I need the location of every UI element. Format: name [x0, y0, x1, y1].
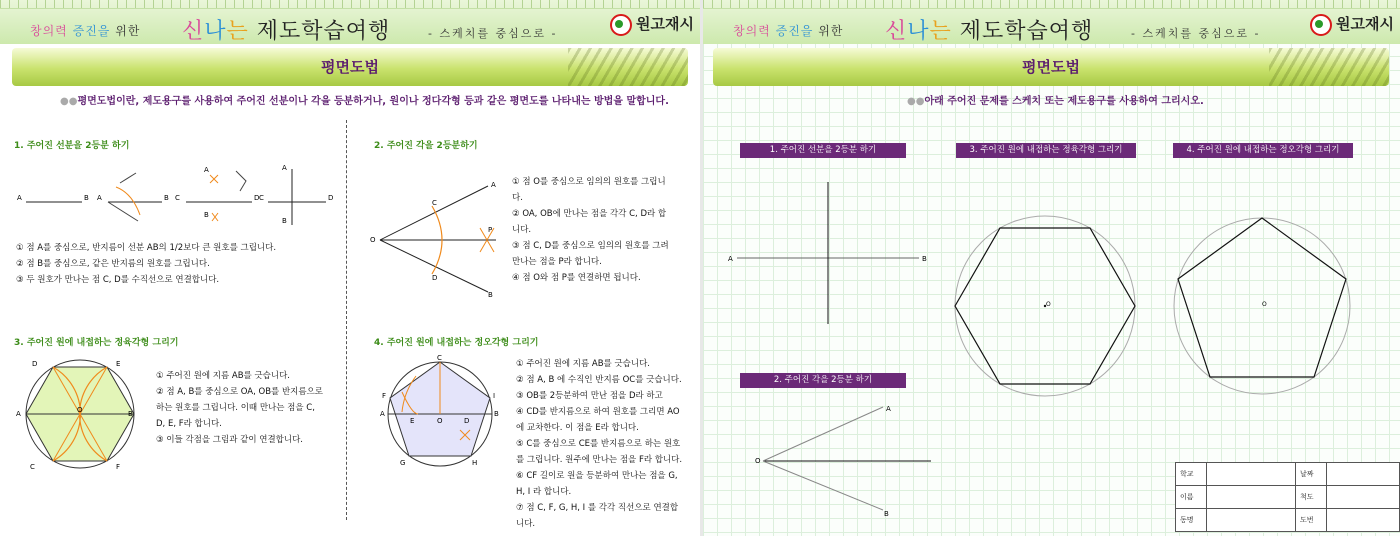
p-label-a: A — [728, 255, 733, 263]
label-o: O — [437, 417, 443, 425]
header-tagline: - 스케치를 중심으로 - — [428, 27, 558, 40]
header-tagline-right: - 스케치를 중심으로 - — [1131, 27, 1261, 40]
bisect-angle-figure — [360, 170, 510, 300]
label-f: F — [382, 392, 387, 400]
s4-steps: ① 주어진 원에 지름 AB를 긋습니다. ② 점 A, B 에 수직인 반지름 OC를 긋습니다. ③ OB를 2등분하여 만난 점을 D라 하고 ④ CD를 반지름으로 하여 원호를 그리면 AO에 교차한다. 이 점을 E라 합니다. ⑤ C를 중심으로 CE를 반지름으로 하는 원호를 그립니다. 원주에 만나는 점을 F라 합니다. ⑥ CF 길이로 원을 등분하여 만나는 점을 G, H, I 라 합니다. ⑦ 점 C, F, G, H, I 를 각각 직선으로 연결합니다. — [516, 359, 683, 529]
label-c4: A — [282, 164, 287, 172]
p-label-b: B — [922, 255, 927, 263]
task-bar-4: 4. 주어진 원에 내접하는 정오각형 그리기 — [1173, 143, 1353, 158]
label-d3: B — [204, 211, 209, 219]
section-banner-right: 평면도법 — [713, 48, 1389, 86]
s4-title: 4. 주어진 원에 내접하는 정오각형 그리기 — [374, 338, 539, 348]
label-c3: A — [204, 166, 209, 174]
s3-title: 3. 주어진 원에 내접하는 정육각형 그리기 — [14, 338, 179, 348]
s2-steps: ① 점 O를 중심으로 임의의 원호를 그립니다. ② OA, OB에 만나는 점을 각각 C, D라 합니다. ③ 점 C, D를 중심으로 임의의 원호를 그려 만나는 점을 P라 합니다. ④ 점 O와 점 P를 연결하면 됩니다. — [512, 177, 669, 283]
right-page — [703, 0, 1400, 536]
label-a1: A — [17, 194, 22, 202]
label-p: P — [488, 226, 493, 234]
label-c: C — [432, 199, 437, 207]
hex-center-label: O — [1046, 301, 1051, 308]
label-g: G — [400, 459, 406, 467]
ray-ob — [380, 240, 488, 292]
hexagon-figure — [10, 352, 150, 477]
label-b3: D — [254, 194, 260, 202]
label-c: C — [437, 354, 442, 362]
banner-decoration — [568, 48, 688, 86]
intro-text-right: ●●아래 주어진 문제를 스케치 또는 제도용구를 사용하여 그리시오. — [907, 96, 1204, 107]
compass-mark-2 — [236, 171, 246, 191]
s3-steps: ① 주어진 원에 지름 AB를 긋습니다. ② 점 A, B를 중심으로 OA, OB를 반지름으로 하는 원호를 그립니다. 이때 만나는 점을 C, D, E, F라 합니다. ③ 이들 각점을 그림과 같이 연결합니다. — [156, 371, 323, 445]
cell-label: 동명 — [1176, 509, 1207, 532]
label-b: B — [494, 410, 499, 418]
ray-oa — [380, 186, 488, 240]
title-block-table — [1175, 462, 1400, 532]
cell-label: 도번 — [1296, 509, 1327, 532]
pentagon-figure — [378, 352, 508, 472]
table-row — [1176, 509, 1400, 532]
practice-figures — [703, 0, 1400, 536]
label-i: I — [493, 392, 496, 400]
label-b2: B — [164, 194, 169, 202]
cell-input[interactable] — [1207, 463, 1296, 486]
ruler-strip — [0, 0, 700, 9]
label-c: C — [30, 463, 35, 471]
label-a: A — [491, 181, 496, 189]
label-a3: C — [175, 194, 180, 202]
page-header — [0, 0, 700, 44]
cell-input[interactable] — [1327, 486, 1400, 509]
s2-title: 2. 주어진 각을 2등분하기 — [374, 141, 478, 151]
label-e: E — [116, 360, 121, 368]
task-bar-1: 1. 주어진 선분을 2등분 하기 — [740, 143, 906, 158]
label-a: A — [16, 410, 21, 418]
logo-text: 원고재시 — [636, 15, 694, 33]
cell-input[interactable] — [1327, 463, 1400, 486]
logo-icon — [610, 14, 632, 36]
arc-mark-1 — [116, 187, 140, 215]
bisect-segment-figure — [0, 155, 340, 230]
label-e: E — [410, 417, 415, 425]
s1-title: 1. 주어진 선분을 2등분 하기 — [14, 141, 130, 151]
column-divider — [346, 120, 347, 520]
label-d: D — [32, 360, 38, 368]
cell-label: 날짜 — [1296, 463, 1327, 486]
cell-label: 학교 — [1176, 463, 1207, 486]
label-b: B — [128, 410, 133, 418]
header-subtitle-right: 창의력 증진을 위한 — [733, 24, 844, 38]
label-b: B — [488, 291, 493, 299]
label-a2: A — [97, 194, 102, 202]
header-subtitle: 창의력 증진을 위한 — [30, 24, 141, 38]
label-b4: D — [328, 194, 334, 202]
cell-label: 이름 — [1176, 486, 1207, 509]
label-o: O — [77, 406, 83, 414]
pent-center-label: O — [1262, 301, 1267, 308]
label-d4: B — [282, 217, 287, 225]
header-title-right: 신나는 제도학습여행 — [885, 19, 1094, 44]
label-o: O — [370, 236, 376, 244]
s1-steps: ① 점 A를 중심으로, 반지름이 선분 AB의 1/2보다 큰 원호를 그립니다. ② 점 B를 중심으로, 같은 반지름의 원호를 그립니다. ③ 두 원호가 만나는 점 C, D를 수직선으로 연결합니다. — [16, 243, 277, 285]
p-label-a2: A — [886, 405, 891, 413]
cell-input[interactable] — [1207, 486, 1296, 509]
cell-input[interactable] — [1327, 509, 1400, 532]
practice-ray-a — [763, 407, 883, 461]
cell-input[interactable] — [1207, 509, 1296, 532]
label-a: A — [380, 410, 385, 418]
task-bar-2: 2. 주어진 각을 2등분 하기 — [740, 373, 906, 388]
label-d: D — [432, 274, 438, 282]
cell-label: 척도 — [1296, 486, 1327, 509]
logo-text-right: 원고재시 — [1336, 15, 1394, 33]
p-label-b2: B — [884, 510, 889, 518]
header-title: 신나는 제도학습여행 — [182, 19, 391, 44]
cross-marks-3 — [210, 175, 218, 221]
label-f: F — [116, 463, 121, 471]
intro-text: ●●평면도법이란, 제도용구를 사용하여 주어진 선분이나 각을 등분하거나, 원이나 정다각형 등과 같은 평면도를 나타내는 방법을 말합니다. — [60, 96, 669, 107]
p-label-o: O — [755, 457, 761, 465]
task-bar-3: 3. 주어진 원에 내접하는 정육각형 그리기 — [956, 143, 1136, 158]
label-d: D — [464, 417, 470, 425]
table-row — [1176, 486, 1400, 509]
practice-pentagon — [1178, 218, 1346, 377]
label-h: H — [472, 459, 478, 467]
section-banner: 평면도법 — [12, 48, 688, 86]
table-row — [1176, 463, 1400, 486]
label-b1: B — [84, 194, 89, 202]
compass-mark-1 — [108, 173, 138, 221]
practice-ray-b — [763, 461, 883, 510]
label-a4: C — [259, 194, 264, 202]
